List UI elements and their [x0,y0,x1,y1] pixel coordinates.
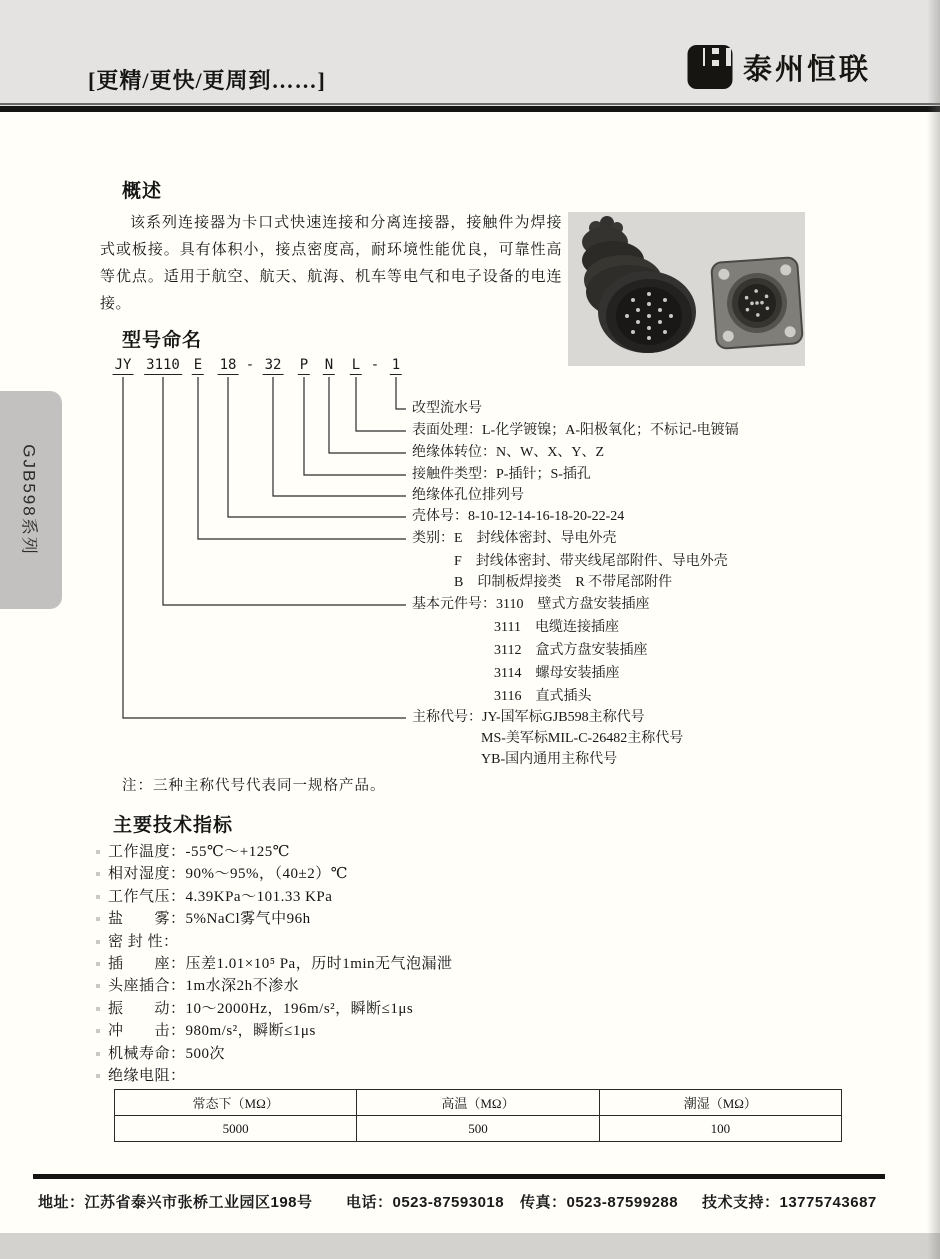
specs-title: 主要技术指标 [113,815,234,836]
spec-item: 机械寿命：500次 [108,1043,453,1065]
naming-label: 壳体号：8-10-12-14-16-18-20-22-24 [412,509,625,524]
naming-note: 注：三种主称代号代表同一规格产品。 [122,778,386,794]
overview-paragraph: 该系列连接器为卡口式快速连接和分离连接器，接触件为焊接式或板接。具有体积小，接点密度高，耐环境性能优良，可靠性高等优点。适用于航空、航天、航海、机车等电气和电子设备的电连接。 [100,215,562,312]
naming-label: 绝缘体孔位排列号 [412,488,524,503]
insulation-resistance-table [114,1089,842,1142]
spec-item: 绝缘电阻： [108,1065,453,1087]
model-code-part: 32 [264,357,282,373]
spec-item: 工作气压：4.39KPa～101.33 KPa [108,886,453,908]
overview-title: 概述 [122,181,163,202]
table-value-row [115,1116,842,1142]
naming-sublabel: B 印制板焊接类 R 不带尾部附件 [454,575,673,590]
naming-sublabel: 3114 螺母安装插座 [494,666,620,681]
series-tab [0,391,62,609]
naming-sublabel: 3112 盒式方盘安装插座 [494,643,648,658]
spec-item: 盐 雾：5%NaCl雾气中96h [108,908,453,930]
naming-label: 基本元件号：3110 壁式方盘安装插座 [412,597,650,612]
table-header-row [115,1090,842,1116]
model-code-separator: - [370,357,380,373]
naming-label: 类别：E 封线体密封、导电外壳 [412,531,617,546]
naming-sublabel: YB-国内通用主称代号 [481,752,618,767]
naming-sublabel: 3111 电缆连接插座 [494,620,619,635]
header-slogan: [更精/更快/更周到……] [88,68,326,93]
spec-item: 密 封 性： [108,931,453,953]
spec-item: 插 座：压差1.01×10⁵ Pa，历时1min无气泡漏泄 [108,953,453,975]
bottom-scan-band [0,1233,940,1259]
connectors-illustration [568,212,805,366]
model-code-part: 1 [391,357,401,373]
table-value-cell: 100 [599,1116,841,1142]
page-header [0,0,940,103]
table-header-cell: 常态下（MΩ） [115,1090,357,1116]
spec-item: 头座插合：1m水深2h不渗水 [108,975,453,997]
logo-lh-icon [687,44,733,90]
spec-item: 工作温度：-55℃～+125℃ [108,841,453,863]
brand-logo [687,44,871,90]
model-code-part: JY [114,357,132,373]
naming-label: 主称代号：JY-国军标GJB598主称代号 [412,710,645,725]
naming-sublabel: F 封线体密封、带夹线尾部附件、导电外壳 [454,554,728,569]
header-rule [0,103,940,112]
right-scan-edge [927,0,940,1259]
spec-item: 振 动：10～2000Hz，196m/s²，瞬断≤1μs [108,998,453,1020]
table-value-cell: 5000 [115,1116,357,1142]
model-code-part: P [299,357,309,373]
model-code-separator: - [245,357,255,373]
model-code-part: L [351,357,361,373]
table-header-cell: 高温（MΩ） [357,1090,599,1116]
model-code-part: N [324,357,334,373]
naming-label: 接触件类型：P-插针；S-插孔 [412,467,591,482]
naming-sublabel: MS-美军标MIL-C-26482主称代号 [481,731,684,746]
footer-address: 地址：江苏省泰兴市张桥工业园区198号 [38,1194,313,1211]
product-photo [568,212,805,366]
footer-support: 技术支持：13775743687 [702,1194,877,1211]
spec-item: 冲 击：980m/s²，瞬断≤1μs [108,1020,453,1042]
table-value-cell: 500 [357,1116,599,1142]
model-code-part: E [193,357,203,373]
model-code-part: 18 [219,357,237,373]
footer-phone: 电话：0523-87593018 [346,1194,505,1211]
naming-title: 型号命名 [122,330,203,351]
footer-rule [33,1174,885,1179]
series-tab-label: GJB598系列 [19,444,39,556]
naming-label: 表面处理：L-化学镀镍；A-阳极氧化；不标记-电镀镉 [412,423,739,438]
spec-item: 相对湿度：90%～95%，（40±2）℃ [108,863,453,885]
spec-list [108,841,453,1087]
naming-label: 改型流水号 [412,401,482,416]
naming-label: 绝缘体转位：N、W、X、Y、Z [412,445,605,460]
footer-fax: 传真：0523-87599288 [520,1194,679,1211]
brand-name: 泰州恒联 [743,53,872,86]
naming-sublabel: 3116 直式插头 [494,689,592,704]
model-code-part: 3110 [146,357,180,373]
table-header-cell: 潮湿（MΩ） [599,1090,841,1116]
